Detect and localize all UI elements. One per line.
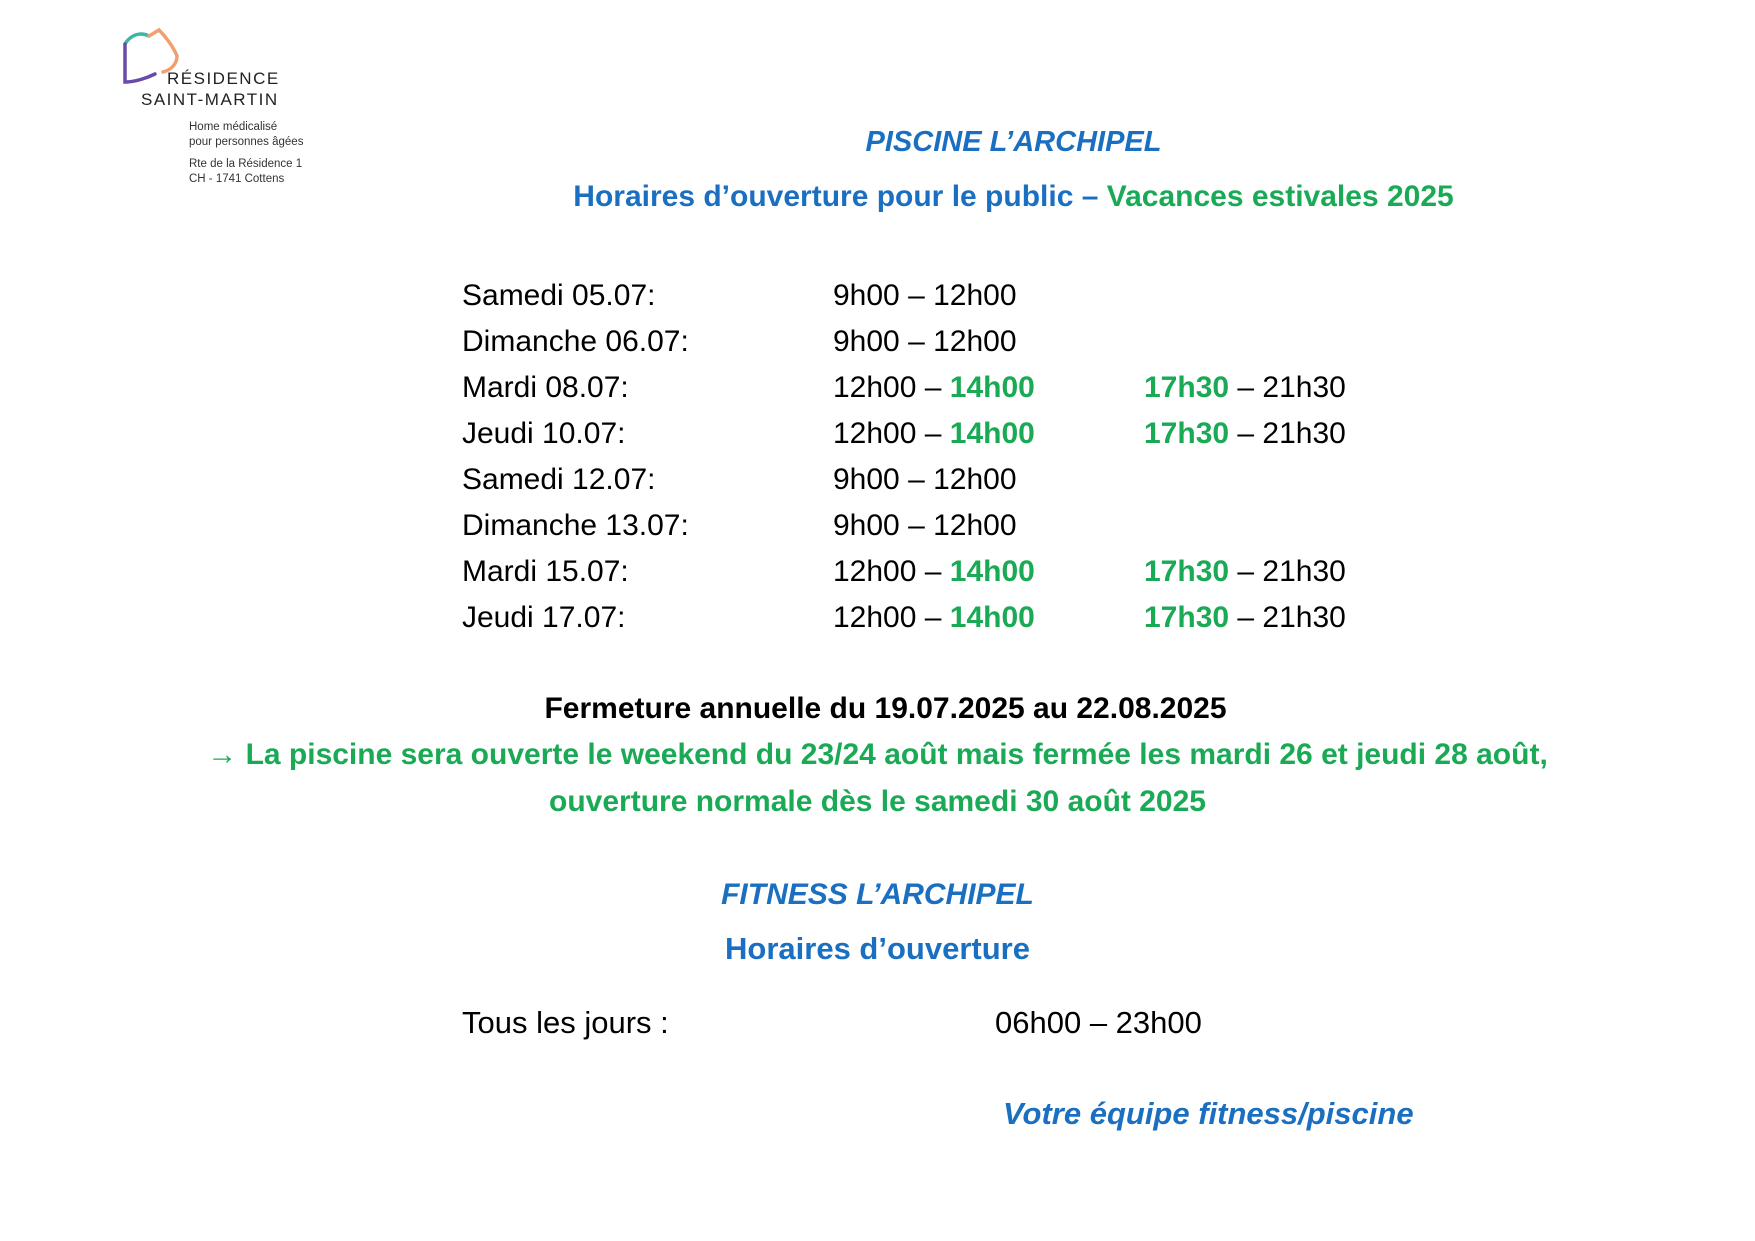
schedule-slot2	[1144, 371, 1346, 405]
logo-name-line2: SAINT-MARTIN	[141, 90, 279, 109]
schedule-slot2	[1144, 417, 1346, 451]
slot1-start: 9h00 – 12h00	[833, 509, 1017, 542]
signature: Votre équipe fitness/piscine	[1003, 1096, 1414, 1131]
slot1-start: 12h00 –	[833, 417, 950, 450]
schedule-slot1	[833, 371, 1035, 405]
slot2-start: 17h30	[1144, 601, 1230, 634]
slot1-end: 14h00	[949, 371, 1035, 404]
pool-subtitle	[136, 180, 1755, 214]
schedule-slot1	[833, 555, 1035, 589]
logo-address-line: Rte de la Résidence 1	[189, 158, 303, 170]
schedule-slot1	[833, 279, 1017, 313]
schedule-slot1	[833, 509, 1017, 543]
slot1-start: 9h00 – 12h00	[833, 463, 1017, 496]
fitness-day: Tous les jours :	[462, 1005, 669, 1040]
schedule-day: Dimanche 06.07:	[462, 325, 689, 358]
logo-info-line: Home médicalisé	[189, 121, 278, 133]
slot1-start: 9h00 – 12h00	[833, 325, 1017, 358]
arrow-right-icon: →	[207, 738, 246, 771]
schedule-slot2	[1144, 555, 1346, 589]
schedule-day: Mardi 15.07:	[462, 555, 629, 588]
slot1-start: 12h00 –	[833, 601, 950, 634]
schedule-slot1	[833, 601, 1035, 635]
reopening-note-line1	[0, 738, 1755, 772]
logo-info-line: pour personnes âgées	[189, 135, 304, 148]
slot1-end: 14h00	[949, 417, 1035, 450]
slot2-end: – 21h30	[1229, 417, 1346, 450]
schedule-day: Mardi 08.07:	[462, 371, 629, 404]
pool-subtitle-period: Vacances estivales 2025	[1106, 180, 1454, 213]
schedule-day: Jeudi 10.07:	[462, 417, 626, 450]
fitness-time: 06h00 – 23h00	[995, 1005, 1202, 1040]
reopening-note-line2: ouverture normale dès le samedi 30 août 2025	[549, 785, 1206, 818]
logo-name	[141, 68, 280, 110]
pool-subtitle-main: Horaires d’ouverture pour le public –	[573, 180, 1107, 213]
closing-notice: Fermeture annuelle du 19.07.2025 au 22.08.2025	[544, 692, 1227, 725]
logo-address-line: CH - 1741 Cottens	[189, 172, 285, 185]
slot2-start: 17h30	[1144, 417, 1230, 450]
schedule-slot1	[833, 417, 1035, 451]
schedule-day: Jeudi 17.07:	[462, 601, 626, 634]
schedule-slot1	[833, 325, 1017, 359]
slot1-start: 12h00 –	[833, 371, 950, 404]
slot2-end: – 21h30	[1229, 555, 1346, 588]
slot2-end: – 21h30	[1229, 601, 1346, 634]
reopening-note-text: La piscine sera ouverte le weekend du 23/24 août mais fermée les mardi 26 et jeudi 28 août,	[245, 738, 1548, 771]
pool-title: PISCINE L’ARCHIPEL	[865, 126, 1162, 158]
slot1-end: 14h00	[949, 555, 1035, 588]
slot2-end: – 21h30	[1229, 371, 1346, 404]
schedule-day: Samedi 05.07:	[462, 279, 656, 312]
logo-name-line1: RÉSIDENCE	[167, 69, 280, 88]
schedule-day: Dimanche 13.07:	[462, 509, 689, 542]
schedule-day: Samedi 12.07:	[462, 463, 656, 496]
schedule-slot2	[1144, 601, 1346, 635]
slot2-start: 17h30	[1144, 371, 1230, 404]
slot1-start: 9h00 – 12h00	[833, 279, 1017, 312]
slot1-start: 12h00 –	[833, 555, 950, 588]
slot1-end: 14h00	[949, 601, 1035, 634]
schedule-slot1	[833, 463, 1017, 497]
fitness-subtitle: Horaires d’ouverture	[725, 931, 1030, 966]
slot2-start: 17h30	[1144, 555, 1230, 588]
residence-logo	[121, 26, 331, 196]
fitness-title: FITNESS L’ARCHIPEL	[721, 878, 1034, 911]
